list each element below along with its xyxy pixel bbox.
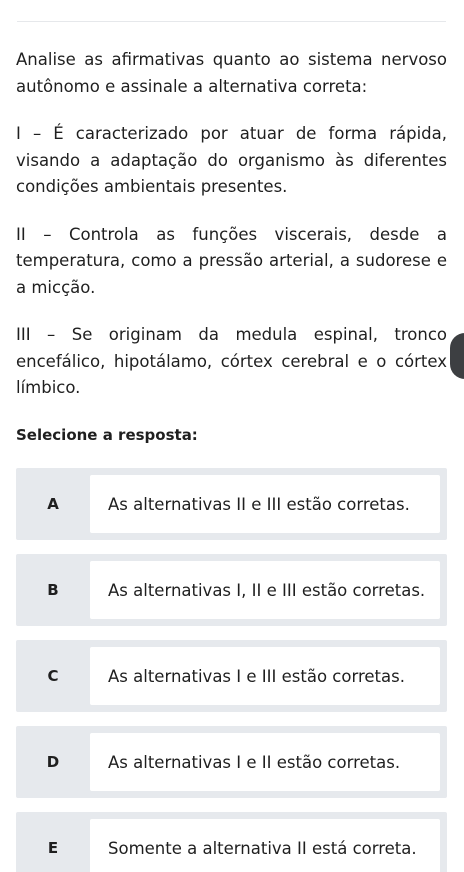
option-letter: B [47,581,59,599]
option-a[interactable] [16,468,447,540]
option-text: As alternativas I e III estão corretas. [90,647,440,705]
option-letter: D [46,753,60,771]
option-text: As alternativas II e III estão corretas. [90,475,440,533]
option-b[interactable] [16,554,447,626]
side-drawer-handle[interactable] [450,333,464,379]
question-text [16,47,447,423]
option-text: As alternativas I, II e III estão corretas. [90,561,440,619]
option-letter: C [47,667,59,685]
select-answer-label: Selecione a resposta: [16,426,198,444]
option-e[interactable] [16,812,447,872]
option-c[interactable] [16,640,447,712]
option-letter: A [47,495,59,513]
option-text: As alternativas I e II estão corretas. [90,733,440,791]
answer-options [16,468,447,872]
statement-1: I – É caracterizado por atuar de forma rápida, visando a adaptação do organismo às diferentes condições ambientais presentes. [16,124,447,196]
statement-3: III – Se originam da medula espinal, tronco encefálico, hipotálamo, córtex cerebral e o córtex límbico. [16,325,447,397]
option-letter: E [47,839,59,857]
option-text: Somente a alternativa II está correta. [90,819,440,872]
top-divider [17,21,446,22]
statement-2: II – Controla as funções viscerais, desde a temperatura, como a pressão arterial, a sudorese e a micção. [16,224,447,297]
option-d[interactable] [16,726,447,798]
question-intro: Analise as afirmativas quanto ao sistema nervoso autônomo e assinale a alternativa correta: [16,50,447,96]
